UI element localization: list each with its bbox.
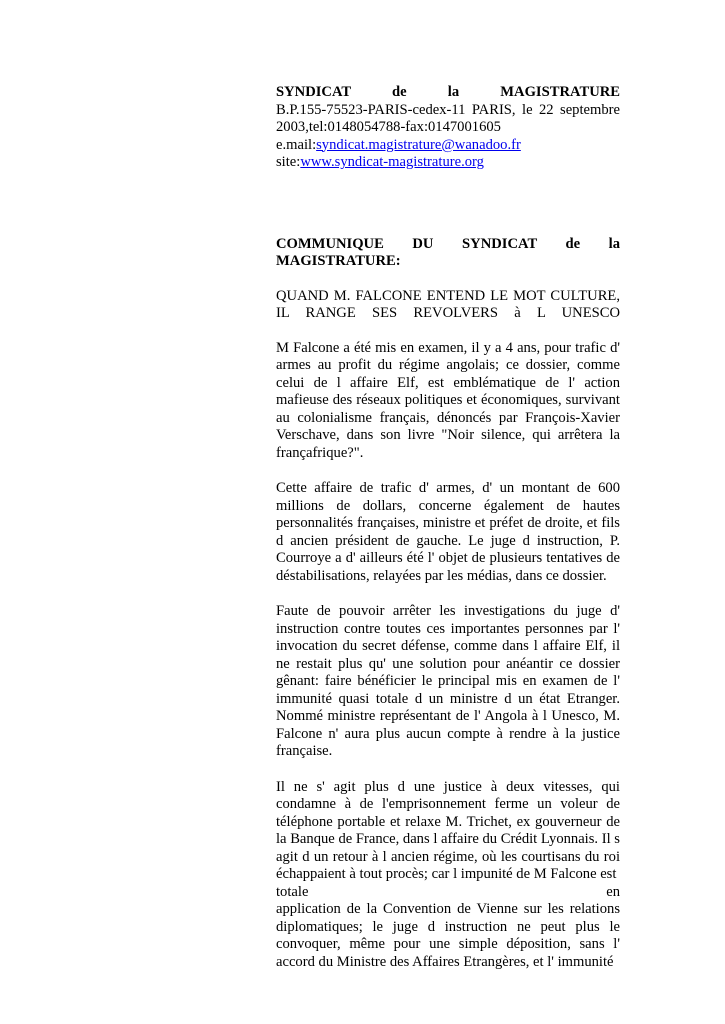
site-label: site: bbox=[276, 154, 301, 170]
org-name-word: SYNDICAT bbox=[276, 84, 351, 100]
paragraph-part: application de la Convention de Vienne sur les relations diplomatiques; le juge d instruction ne peut plus le convoquer, même pour une simple déposition, sans l' accord du Ministre des Affaires Etrangères, et l' immunité bbox=[276, 901, 620, 970]
letterhead bbox=[276, 84, 620, 172]
site-line bbox=[276, 154, 620, 172]
paragraph-part: Il ne s' agit plus d une justice à deux vitesses, qui condamne à de l'emprisonnement ferme un voleur de téléphone portable et relaxe M. Trichet, ex gouverneur de la Banque de France, dans l affaire du Crédit Lyonnais. Il s agit d un retour à l ancien régime, où les courtisans du roi échappaient à tout procès; car l impunité de M Falcone est bbox=[276, 778, 620, 882]
paragraph: Faute de pouvoir arrêter les investigations du juge d' instruction contre toutes ces importantes personnes par l' invocation du secret défense, comme dans l affaire Elf, il ne restait plus qu' une solution pour anéantir ce dossier gênant: faire bénéficier le principal mis en examen de l' immunité quasi totale d un ministre d un état Etranger. Nommé ministre représentant de l' Angola à l Unesco, M. Falcone n' aura plus aucun compte à rendre à la justice française. bbox=[276, 603, 620, 759]
paragraph: Cette affaire de trafic d' armes, d' un montant de 600 millions de dollars, concerne également de hautes personnalités françaises, ministre et préfet de droite, et fils d ancien président de gauche. Le juge d instruction, P. Courroye a d' ailleurs été l' objet de plusieurs tentatives de déstabilisations, relayées par les médias, dans ce dossier. bbox=[276, 480, 620, 584]
paragraph: M Falcone a été mis en examen, il y a 4 ans, pour trafic d' armes au profit du régime angolais; ce dossier, comme celui de l affaire Elf, est emblématique de l' action mafieuse des réseaux politiques et économiques, survivant au colonialisme français, dénoncés par François-Xavier Verschave, dans son livre "Noir silence, qui arrêtera la françafrique?". bbox=[276, 339, 620, 461]
communique-subtitle: QUAND M. FALCONE ENTEND LE MOT CULTURE, IL RANGE SES REVOLVERS à L UNESCO bbox=[276, 287, 620, 321]
org-name-line bbox=[276, 84, 620, 102]
word: en bbox=[606, 883, 620, 900]
address-line: B.P.155-75523-PARIS-cedex-11 PARIS, le 22 septembre 2003,tel:0148054788-fax:0147001605 bbox=[276, 101, 620, 135]
paragraph-last bbox=[276, 779, 620, 972]
document-body bbox=[276, 84, 620, 971]
split-line bbox=[276, 884, 620, 902]
org-name-word: MAGISTRATURE bbox=[500, 84, 621, 100]
communique-title: COMMUNIQUE DU SYNDICAT de la MAGISTRATURE: bbox=[276, 235, 620, 269]
org-name-word: de bbox=[392, 84, 407, 100]
email-link[interactable]: syndicat.magistrature@wanadoo.fr bbox=[316, 136, 521, 153]
org-name-word: la bbox=[447, 84, 460, 100]
email-line bbox=[276, 137, 620, 155]
word: totale bbox=[276, 883, 309, 900]
email-label: e.mail: bbox=[276, 136, 317, 153]
site-link[interactable]: www.syndicat-magistrature.org bbox=[300, 154, 484, 170]
